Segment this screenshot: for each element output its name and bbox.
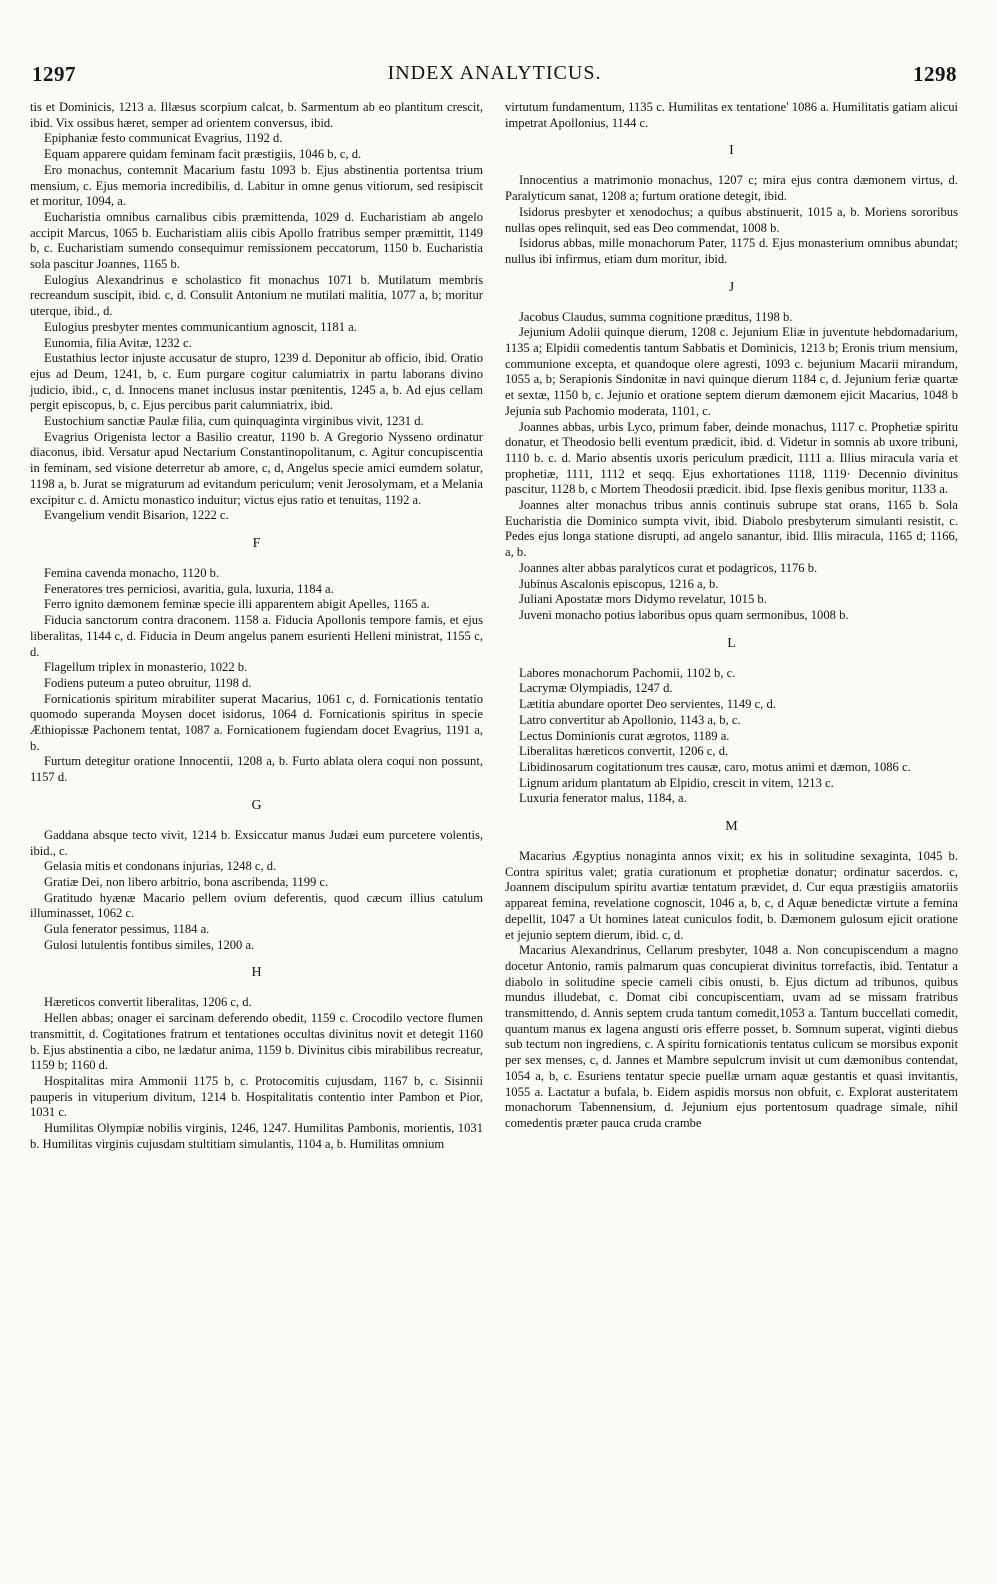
index-entry: Ero monachus, contemnit Macarium fastu 1093 b. Ejus abstinentia portentsa trium mensium, c. Ejus memoria incredibilis, d. Labitur in omne genus vitiorum, sed resipiscit et moritur, 1094, a. xyxy=(30,162,483,209)
index-entry: Juveni monacho potius laboribus opus quam sermonibus, 1008 b. xyxy=(519,607,849,622)
section-letter: F xyxy=(252,535,261,551)
index-entry: Evagrius Origenista lector a Basilio creatur, 1190 b. A Gregorio Nysseno ordinatur diaconus, ibid. Versatur apud Nectarium Constantinopolitanum, c. Agitur concupiscentia in feminam, sed visione deterretur ab amore, c, d, Angelus specie amici eumdem solatur, 1198 a, b. Jurat se migraturum ad evitandum periculum; venit Jerosolymam, et a Melania excipitur c. d. Amictu monastico induitur; victus ejus ratio et tenuitas, 1192 a. xyxy=(30,429,483,507)
index-entry: Joannes alter monachus tribus annis continuis subrupe stat orans, 1165 b. Sola Eucharistia die Dominico sumpta vivit, ibid. Diabolo presbyterum simulanti resistit, c. Pedes ejus longa statione disrupti, ad angelo sanantur, ibid. Illis miracula, 1165 d; 1166, a, b. xyxy=(505,498,958,560)
index-entry: Lætitia abundare oportet Deo servientes, 1149 c, d. xyxy=(519,697,776,712)
index-entry: Furtum detegitur oratione Innocentii, 1208 a, b. Furto ablata olera coqui non possunt, 1157 d. xyxy=(30,754,483,785)
left-column xyxy=(30,100,483,1152)
index-entry: Lignum aridum plantatum ab Elpidio, crescit in vitem, 1213 c. xyxy=(519,775,834,790)
index-entry: Jejunium Adolii quinque dierum, 1208 c. Jejunium Eliæ in juventute hebdomadarium, 1135 a; Elpidii comedentis tantum Sabbatis et Dominicis, 1213 b; Eronis trium mensium, communione excepta, et quandoque olere agresti, 1093 c. bejunium Macarii mirandum, 1055 a, b; Serapionis Sindonitæ in navi quinque dierum 1184 c, d. Jejunium feriæ quartæ et sextæ, 1150 b, c. Jejunio et oratione septem dierum dæmonem ejicit Macarius, 1048 b Jejunia sub Pachomio moderata, 1101, c. xyxy=(505,325,958,418)
index-entry: Humilitas Olympiæ nobilis virginis, 1246, 1247. Humilitas Pambonis, morientis, 1031 b. Humilitas virginis cujusdam stultitiam simulantis, 1104 a, b. Humilitas omnium xyxy=(30,1121,483,1151)
index-entry: Isidorus presbyter et xenodochus; a quibus abstinuerit, 1015 a, b. Moriens sororibus nullas opes relinquit, sed eas Deo commendat, 1008 b. xyxy=(505,204,958,235)
section-letter: G xyxy=(251,797,262,813)
section-letter: I xyxy=(729,143,734,159)
index-entry: Luxuria fenerator malus, 1184, a. xyxy=(519,791,687,806)
index-entry: Eustochium sanctiæ Paulæ filia, cum quinquaginta virginibus vivit, 1231 d. xyxy=(44,414,424,429)
index-entry: Jacobus Claudus, summa cognitione præditus, 1198 b. xyxy=(519,309,793,324)
index-entry: virtutum fundamentum, 1135 c. Humilitas ex tentatione' 1086 a. Humilitatis gatiam alicui impetrat Apollonius, 1144 c. xyxy=(505,100,958,130)
index-entry: Joannes abbas, urbis Lyco, primum faber, deinde monachus, 1117 c. Prophetiæ spiritu donatur, et Theodosio belli eventum prædicit, ibid. d. Videtur in somnis ab uxore tribuni, 1110 b. c. d. Mario absentis uxoris periculum prædicit, 1111 a. Illius miracula varia et prophetiæ, 1111, 1112 et seqq. Ejus exhortationes 1118, 1119· Decennio divinitus pascitur, 1128 b, c Mortem Theodosii prædicit. ibid. Ipse flexis genibus moritur, 1133 a. xyxy=(505,419,958,497)
index-entry: Latro convertitur ab Apollonio, 1143 a, b, c. xyxy=(519,712,741,727)
index-entry: Hospitalitas mira Ammonii 1175 b, c. Protocomitis cujusdam, 1167 b, c. Sisinnii pauperis in vituperium divitum, 1214 b. Hospitalitatis contentio inter Pambon et Pior, 1031 c. xyxy=(30,1073,483,1120)
index-entry: Epiphaniæ festo communicat Evagrius, 1192 d. xyxy=(44,131,283,146)
index-entry: Feneratores tres perniciosi, avaritia, gula, luxuria, 1184 a. xyxy=(44,581,334,596)
index-entry: Isidorus abbas, mille monachorum Pater, 1175 d. Ejus monasterium omnibus abundat; nullus ibi infirmus, etiam dum moritur, ibid. xyxy=(505,236,958,266)
index-entry: Flagellum triplex in monasterio, 1022 b. xyxy=(44,660,248,675)
index-entry: Joannes alter abbas paralyticos curat et podagricos, 1176 b. xyxy=(519,560,818,575)
index-entry: Fodiens puteum a puteo obruitur, 1198 d. xyxy=(44,675,252,690)
index-entry: Libidinosarum cogitationum tres causæ, caro, motus animi et dæmon, 1086 c. xyxy=(519,759,911,774)
index-entry: Fiducia sanctorum contra draconem. 1158 a. Fiducia Apollonis tempore famis, et ejus liberalitas, 1144 c, d. Fiducia in Deum angelus panem esurienti Helleni ministrat, 1155 c, d. xyxy=(30,613,483,659)
two-column-body xyxy=(30,100,959,1152)
index-entry: Gelasia mitis et condonans injurias, 1248 c, d. xyxy=(44,859,277,874)
page-number-left: 1297 xyxy=(32,62,76,86)
section-letter: L xyxy=(727,635,736,651)
index-entry: Equam apparere quidam feminam facit præstigiis, 1046 b, c, d. xyxy=(44,147,362,162)
index-entry: Gaddana absque tecto vivit, 1214 b. Exsiccatur manus Judæi eum purcetere volentis, ibid., c. xyxy=(30,827,483,858)
index-entry: Eucharistia omnibus carnalibus cibis præmittenda, 1029 d. Eucharistiam ab angelo accipit Marcus, 1065 b. Eucharistiam aliis cibis Apollo fratribus semper præmittit, 1149 b, c. Eucharistiam sumendo consequimur remissionem peccatorum, 1150 b. Eucharistia sola pascitur Joannes, 1165 b. xyxy=(30,209,483,272)
index-entry: Macarius Alexandrinus, Cellarum presbyter, 1048 a. Non concupiscendum a magno docetur Antonio, ramis palmarum quas concupierat divinitus torrefactis, ibid. Tentatur a diabolo in solitudine specie cameli cibis onusti, b. Ejus dictum ad tribunos, quibus mundus illudebat, c. Domat cibi concupiscentiam, uvam ad se missam fratribus transmittendo, d. Annis septem cruda tantum comedit,1053 a. Tantum buccellati comedit, quantum manus ex lagena angusti oris efferre posset, b. Somnum superat, viginti diebus sub tectum non ingrediens, c. A spiritu fornicationis tentatus culicum se morsibus exponit per sex menses, c, d. Jannes et Mambre sepulcrum invisit ut cum dæmonibus contendat, 1054 a, b, c. Esuriens tentatur specie puellæ urnam aquæ gestantis et quasi invitantis, 1055 a. Lactatur a bufala, b. Eidem aspidis morsus non obfuit, c. Explorat austeritatem monachorum Tabennensium, d. Jejunium ejus portentosum quadrage simale, nihil comedentis præter pauca cruda crambe xyxy=(505,943,958,1130)
index-entry: Labores monachorum Pachomii, 1102 b, c. xyxy=(519,665,736,680)
index-entry: Ferro ignito dæmonem feminæ specie illi apparentem abigit Apelles, 1165 a. xyxy=(44,597,430,612)
running-title: INDEX ANALYTICUS. xyxy=(387,62,602,84)
section-letter: J xyxy=(728,279,735,295)
page-number-right: 1298 xyxy=(913,62,957,86)
index-entry: Fornicationis spiritum mirabiliter superat Macarius, 1061 c, d. Fornicationis tentatio quomodo superanda Moysen docet isidorus, 1064 d. Fornicationis spiritus in specie Æthiopissæ Pachonem tentat, 1087 a. Fornicationem fugiendam docet Evagrius, 1191 a, b. xyxy=(30,691,483,753)
index-entry: Eulogius presbyter mentes communicantium agnoscit, 1181 a. xyxy=(44,319,357,334)
index-entry: Hæreticos convertit liberalitas, 1206 c, d. xyxy=(44,995,252,1010)
index-entry: Gula fenerator pessimus, 1184 a. xyxy=(44,922,210,937)
right-column xyxy=(505,100,958,1152)
index-entry: Gulosi lutulentis fontibus similes, 1200 a. xyxy=(44,937,255,952)
index-entry: Juliani Apostatæ mors Didymo revelatur, 1015 b. xyxy=(519,592,767,607)
index-entry: Gratitudo hyænæ Macario pellem ovium deferentis, quod cæcum illius catulum illuminasset, 1062 c. xyxy=(30,890,483,921)
index-entry: Gratiæ Dei, non libero arbitrio, bona ascribenda, 1199 c. xyxy=(44,874,329,889)
index-entry: Lacrymæ Olympiadis, 1247 d. xyxy=(519,681,673,696)
index-entry: Jubinus Ascalonis episcopus, 1216 a, b. xyxy=(519,576,719,591)
index-entry: Eunomia, filia Avitæ, 1232 c. xyxy=(44,335,192,350)
index-entry: Liberalitas hæreticos convertit, 1206 c, d. xyxy=(519,744,729,759)
index-entry: Innocentius a matrimonio monachus, 1207 c; mira ejus contra dæmonem virtus, d. Paralyticum sanat, 1208 a; furtum oratione detegit, ibid. xyxy=(505,173,958,204)
index-entry: Eulogius Alexandrinus e scholastico fit monachus 1071 b. Mutilatum membris recreandum suscipit, ibid. c, d. Consulit Antonium ne mutilati malitia, 1077 a, b; moritur uterque, ibid., d. xyxy=(30,272,483,319)
page-header xyxy=(30,58,959,98)
index-entry: tis et Dominicis, 1213 a. Illæsus scorpium calcat, b. Sarmentum ab eo plantitum crescit, ibid. Vix ossibus hæret, semper ad orientem conversus, ibid. xyxy=(30,100,483,130)
index-entry: Hellen abbas; onager ei sarcinam deferendo obedit, 1159 c. Crocodilo vectore flumen transmittit, d. Cogitationes fratrum et tentationes occultas divinitus novit et detegit 1160 b. Ejus abstinentia a cibo, ne lædatur anima, 1159 b. Divinitus cibis mirabilibus recreatur, 1159 b; 1160 d. xyxy=(30,1011,483,1073)
index-entry: Lectus Dominionis curat ægrotos, 1189 a. xyxy=(519,728,730,743)
index-entry: Macarius Ægyptius nonaginta annos vixit; ex his in solitudine sexaginta, 1045 b. Contra spiritus valet; gratia curationum et prophetiæ donatur; ordinatur sacerdos. c, Joannem discipulum spiritu avartiæ tentatum prævidet, d. Cur equa præstigiis amatoriis appareat femina, revelatione cognoscit, 1046 a, b, c, d Aquæ benedictæ virtute a femina depellit, 1047 a Ut homines lateat cuniculos fodit, b. Dæmonem gulosum ejicit oratione et jejunio septem dierum, ibid. c, d. xyxy=(505,849,958,942)
index-entry: Eustathius lector injuste accusatur de stupro, 1239 d. Deponitur ab officio, ibid. Oratio ejus ad Deum, 1241, b, c. Eum purgare cogitur calumiatrix in partu laborans divino judicio, ibid., c, d. Innocens manet inclusus instar pœnitentis, 1245 a, b. Ad ejus cellam pergit episcopus, b, c. Ejus percibus parit calumniatrix, ibid. xyxy=(30,351,483,413)
index-entry: Evangelium vendit Bisarion, 1222 c. xyxy=(44,508,229,523)
section-letter: M xyxy=(725,819,738,835)
section-letter: H xyxy=(251,965,262,981)
index-entry: Femina cavenda monacho, 1120 b. xyxy=(44,565,220,580)
